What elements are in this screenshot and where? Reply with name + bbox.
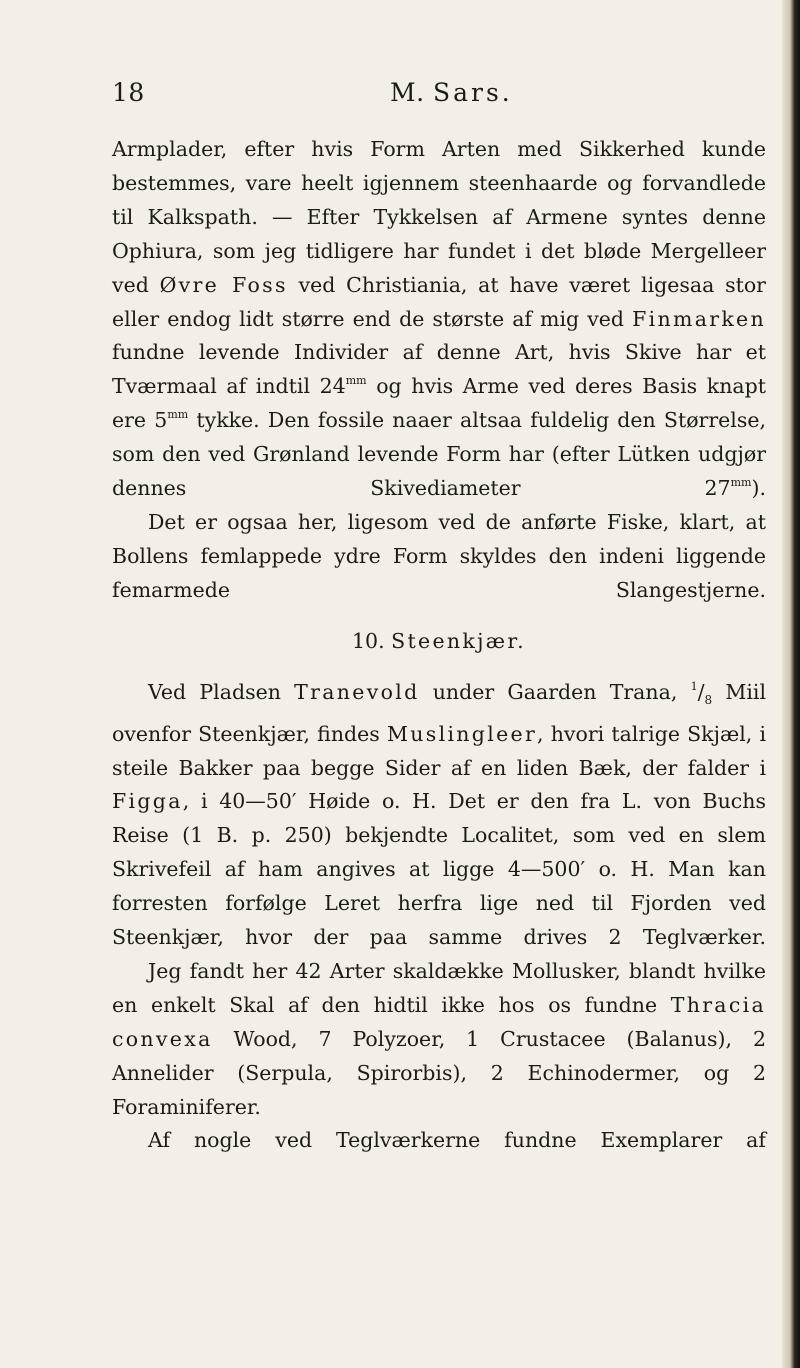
page-number: 18	[112, 78, 145, 107]
body-text	[112, 133, 766, 1158]
section-heading	[112, 625, 766, 659]
unit-superscript: mm	[730, 476, 752, 490]
running-head-name: Sars.	[433, 78, 513, 107]
unit-superscript: mm	[167, 408, 189, 422]
section-number: 10.	[352, 628, 385, 653]
term: Muslingleer	[386, 721, 538, 746]
running-header	[112, 78, 762, 118]
fraction-denominator: 8	[704, 692, 713, 707]
place-name: Figga	[112, 789, 183, 814]
unit-superscript: mm	[345, 374, 367, 388]
running-head-prefix: M.	[390, 78, 433, 107]
place-name: Øvre Foss	[159, 272, 288, 297]
running-head	[390, 78, 513, 107]
species-name: Thracia convexa	[112, 992, 766, 1051]
paragraph-2: Det er ogsaa her, ligesom ved de anførte Fiske, klart, at Bollens femlappede ydre Form skyldes den indeni liggende femarmede Slangestjerne.	[112, 509, 766, 602]
place-name: Tranevold	[294, 679, 420, 704]
paragraph-3: Ved Pladsen Tranevold under Gaarden Trana, $^1/_8$ Miil ovenfor Steenkjær, findes Muslingleer, hvori talrige Skjæl, i steile Bakker paa begge Sider af en liden Bæk, der falder i Figga, i 40—50′ Høide o. H. Det er den fra L. von Buchs Reise (1 B. p. 250) bekjendte Localitet, som ved en slem Skrivefeil af ham angives at ligge 4—500′ o. H. Man kan forresten forfølge Leret herfra lige ned til Fjorden ved Steenkjær, hvor der paa samme drives 2 Teglværker.	[112, 679, 767, 950]
section-title: Steenkjær.	[391, 628, 526, 653]
page-edge-shadow	[782, 0, 800, 1368]
paragraph-4: Jeg fandt her 42 Arter skaldække Mollusker, blandt hvilke en enkelt Skal af den hidtil ikke hos os fundne Thracia convexa Wood, 7 Polyzoer, 1 Crustacee (Balanus), 2 Annelider (Serpula, Spirorbis), 2 Echinodermer, og 2 Foraminiferer.	[112, 958, 766, 1119]
paragraph-1: Armplader, efter hvis Form Arten med Sikkerhed kunde bestemmes, vare heelt igjennem steenhaarde og forvandlede til Kalkspath. — Efter Tykkelsen af Armene syntes denne Ophiura, som jeg tidligere har fundet i det bløde Mergelleer ved Øvre Foss ved Christiania, at have været ligesaa stor eller endog lidt større end de største af mig ved Finmarken fundne levende Individer af denne Art, hvis Skive har et Tværmaal af indtil $24^{mm}$ og hvis Arme ved deres Basis knapt ere $5^{mm}$ tykke. Den fossile naaer altsaa fuldelig den Størrelse, som den ved Grønland levende Form har (efter Lütken udgjør dennes Skivediameter $27^{mm}$).	[112, 137, 766, 501]
fraction-numerator: 1	[690, 679, 698, 693]
place-name: Finmarken	[632, 306, 766, 331]
paragraph-5: Af nogle ved Teglværkerne fundne Exemplarer af	[148, 1128, 766, 1153]
